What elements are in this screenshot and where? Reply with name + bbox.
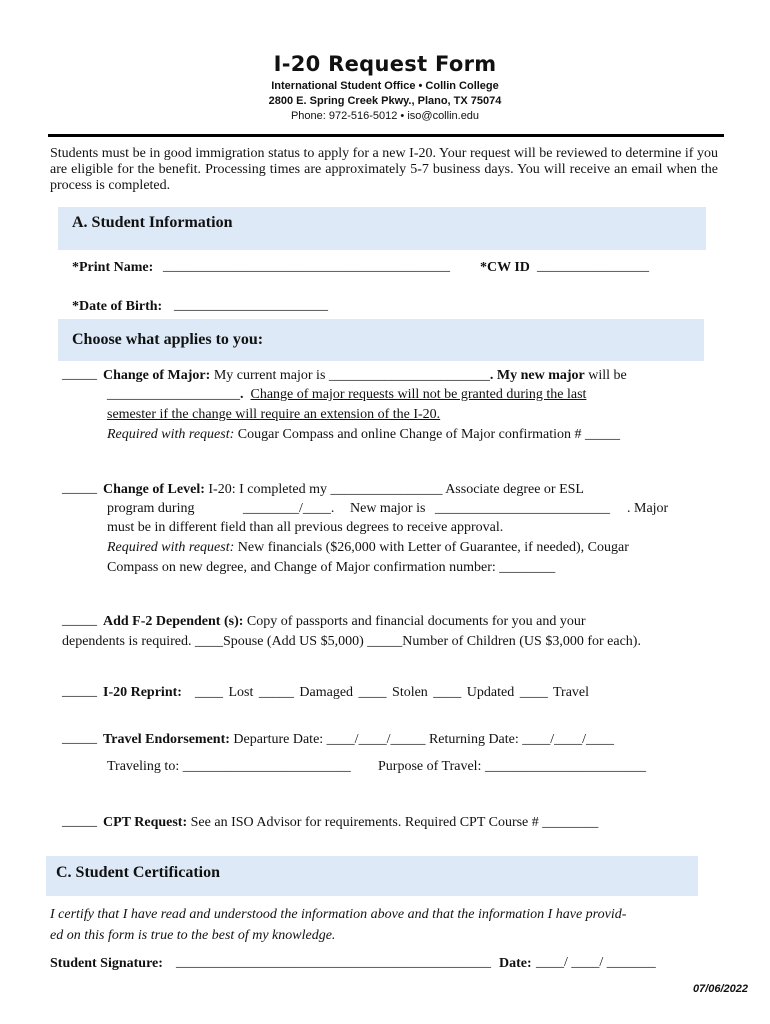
associate-text: Associate degree or ESL [442,482,584,497]
signature-label: Student Signature: [50,956,163,971]
travel-dates[interactable]: Departure Date: ____/____/_____ Returning Date: ____/____/____ [229,732,615,747]
f2-label: Add F-2 Dependent (s): [103,614,244,629]
choose-header [58,319,704,361]
header-divider [48,134,724,137]
change-level-line1 [103,481,584,498]
current-major-field[interactable]: _______________________ [328,368,490,383]
major-required-text[interactable]: Cougar Compass and online Change of Major confirmation # _____ [234,427,620,442]
level-confirmation-field[interactable]: Compass on new degree, and Change of Major confirmation number: ________ [107,560,556,575]
office-contact: Phone: 972-516-5012 • iso@collin.edu [290,110,480,122]
change-major-line2 [107,386,586,403]
new-major-label: New major is [350,501,426,516]
change-major-label: Change of Major: [103,368,211,383]
change-level-check-blank[interactable]: _____ [62,481,97,496]
f2-dependents-fields[interactable]: dependents is required. ____Spouse (Add US $5,000) _____Number of Children (US $3,000 for each). [62,634,641,649]
print-name-label: *Print Name: [72,260,154,275]
major-warning-text: Change of major requests will not be granted during the last [250,387,587,402]
date-field[interactable]: ____/ ____/ _______ [536,955,656,970]
form-title: I-20 Request Form [273,52,497,76]
level-required-label: Required with request: [107,540,235,555]
f2-line1 [103,613,586,630]
change-level-required [107,539,629,556]
travel-check-blank[interactable]: _____ [62,731,97,746]
completed-degree-field[interactable]: ________________ [330,482,443,497]
cwid-label: *CW ID [480,260,530,275]
completed-text: I-20: I completed my [204,482,331,497]
cpt-line [103,814,598,831]
section-c-title: C. Student Certification [56,864,220,881]
f2-check-blank[interactable]: _____ [62,613,97,628]
choose-title: Choose what applies to you: [72,331,264,348]
certification-line-1: I certify that I have read and understood the information above and that the information I have provid- [50,907,627,922]
program-during-label: program during [107,501,195,516]
section-a-title: A. Student Information [72,214,233,231]
reprint-label: I-20 Reprint: [103,685,182,700]
dob-field[interactable]: ______________________ [174,298,328,313]
office-address: 2800 E. Spring Creek Pkwy., Plano, TX 75074 [268,95,502,107]
required-label: Required with request: [107,427,235,442]
level-requirement-text: must be in different field than all previous degrees to receive approval. [107,520,504,535]
current-major-text: My current major is [213,368,329,383]
intro-paragraph: Students must be in good immigration status to apply for a new I-20. Your request will be reviewed to determine if you are eligible for the benefit. Processing times are approximately 5-7 business days. You will receive an email when the process is completed. [50,146,718,193]
purpose-field[interactable]: Purpose of Travel: _______________________ [378,759,646,774]
section-c-header [46,856,698,896]
date-label: Date: [499,956,532,971]
travel-line1 [103,731,614,748]
travel-label: Travel Endorsement: [103,732,230,747]
cpt-check-blank[interactable]: _____ [62,814,97,829]
office-name: International Student Office • Collin College [271,80,499,92]
cpt-text[interactable]: See an ISO Advisor for requirements. Required CPT Course # ________ [187,815,599,830]
change-level-label: Change of Level: [103,482,205,497]
major-warning-text-2: semester if the change will require an extension of the I-20. [107,407,441,422]
cpt-label: CPT Request: [103,815,188,830]
change-major-line1 [103,367,627,384]
program-during-field[interactable]: ________/____. [243,501,335,516]
f2-text: Copy of passports and financial documents for you and your [243,614,586,629]
reprint-options[interactable]: ____ Lost _____ Damaged ____ Stolen ____ Updated ____ Travel [195,685,590,700]
cwid-field[interactable]: ________________ [537,259,649,274]
certification-line-2: ed on this form is true to the best of my knowledge. [50,928,336,943]
period-text: . My [489,368,521,383]
reprint-check-blank[interactable]: _____ [62,684,97,699]
will-be-text: will be [584,368,627,383]
level-required-text: New financials ($26,000 with Letter of Guarantee, if needed), Cougar [234,540,629,555]
new-major-emphasis: new major [520,368,585,383]
major-text: . Major [627,501,669,516]
new-major-period: . [240,387,244,402]
change-major-check-blank[interactable]: _____ [62,367,97,382]
dob-label: *Date of Birth: [72,299,163,314]
level-new-major-field[interactable]: _________________________ [435,501,610,516]
revision-date: 07/06/2022 [692,983,748,995]
signature-field[interactable]: _____________________________________________ [176,955,491,970]
new-major-field[interactable]: ___________________ [107,387,240,402]
change-major-required [107,426,620,443]
traveling-to-field[interactable]: Traveling to: ________________________ [107,759,351,774]
print-name-field[interactable]: _________________________________________ [163,259,450,274]
section-a-header [58,207,706,250]
